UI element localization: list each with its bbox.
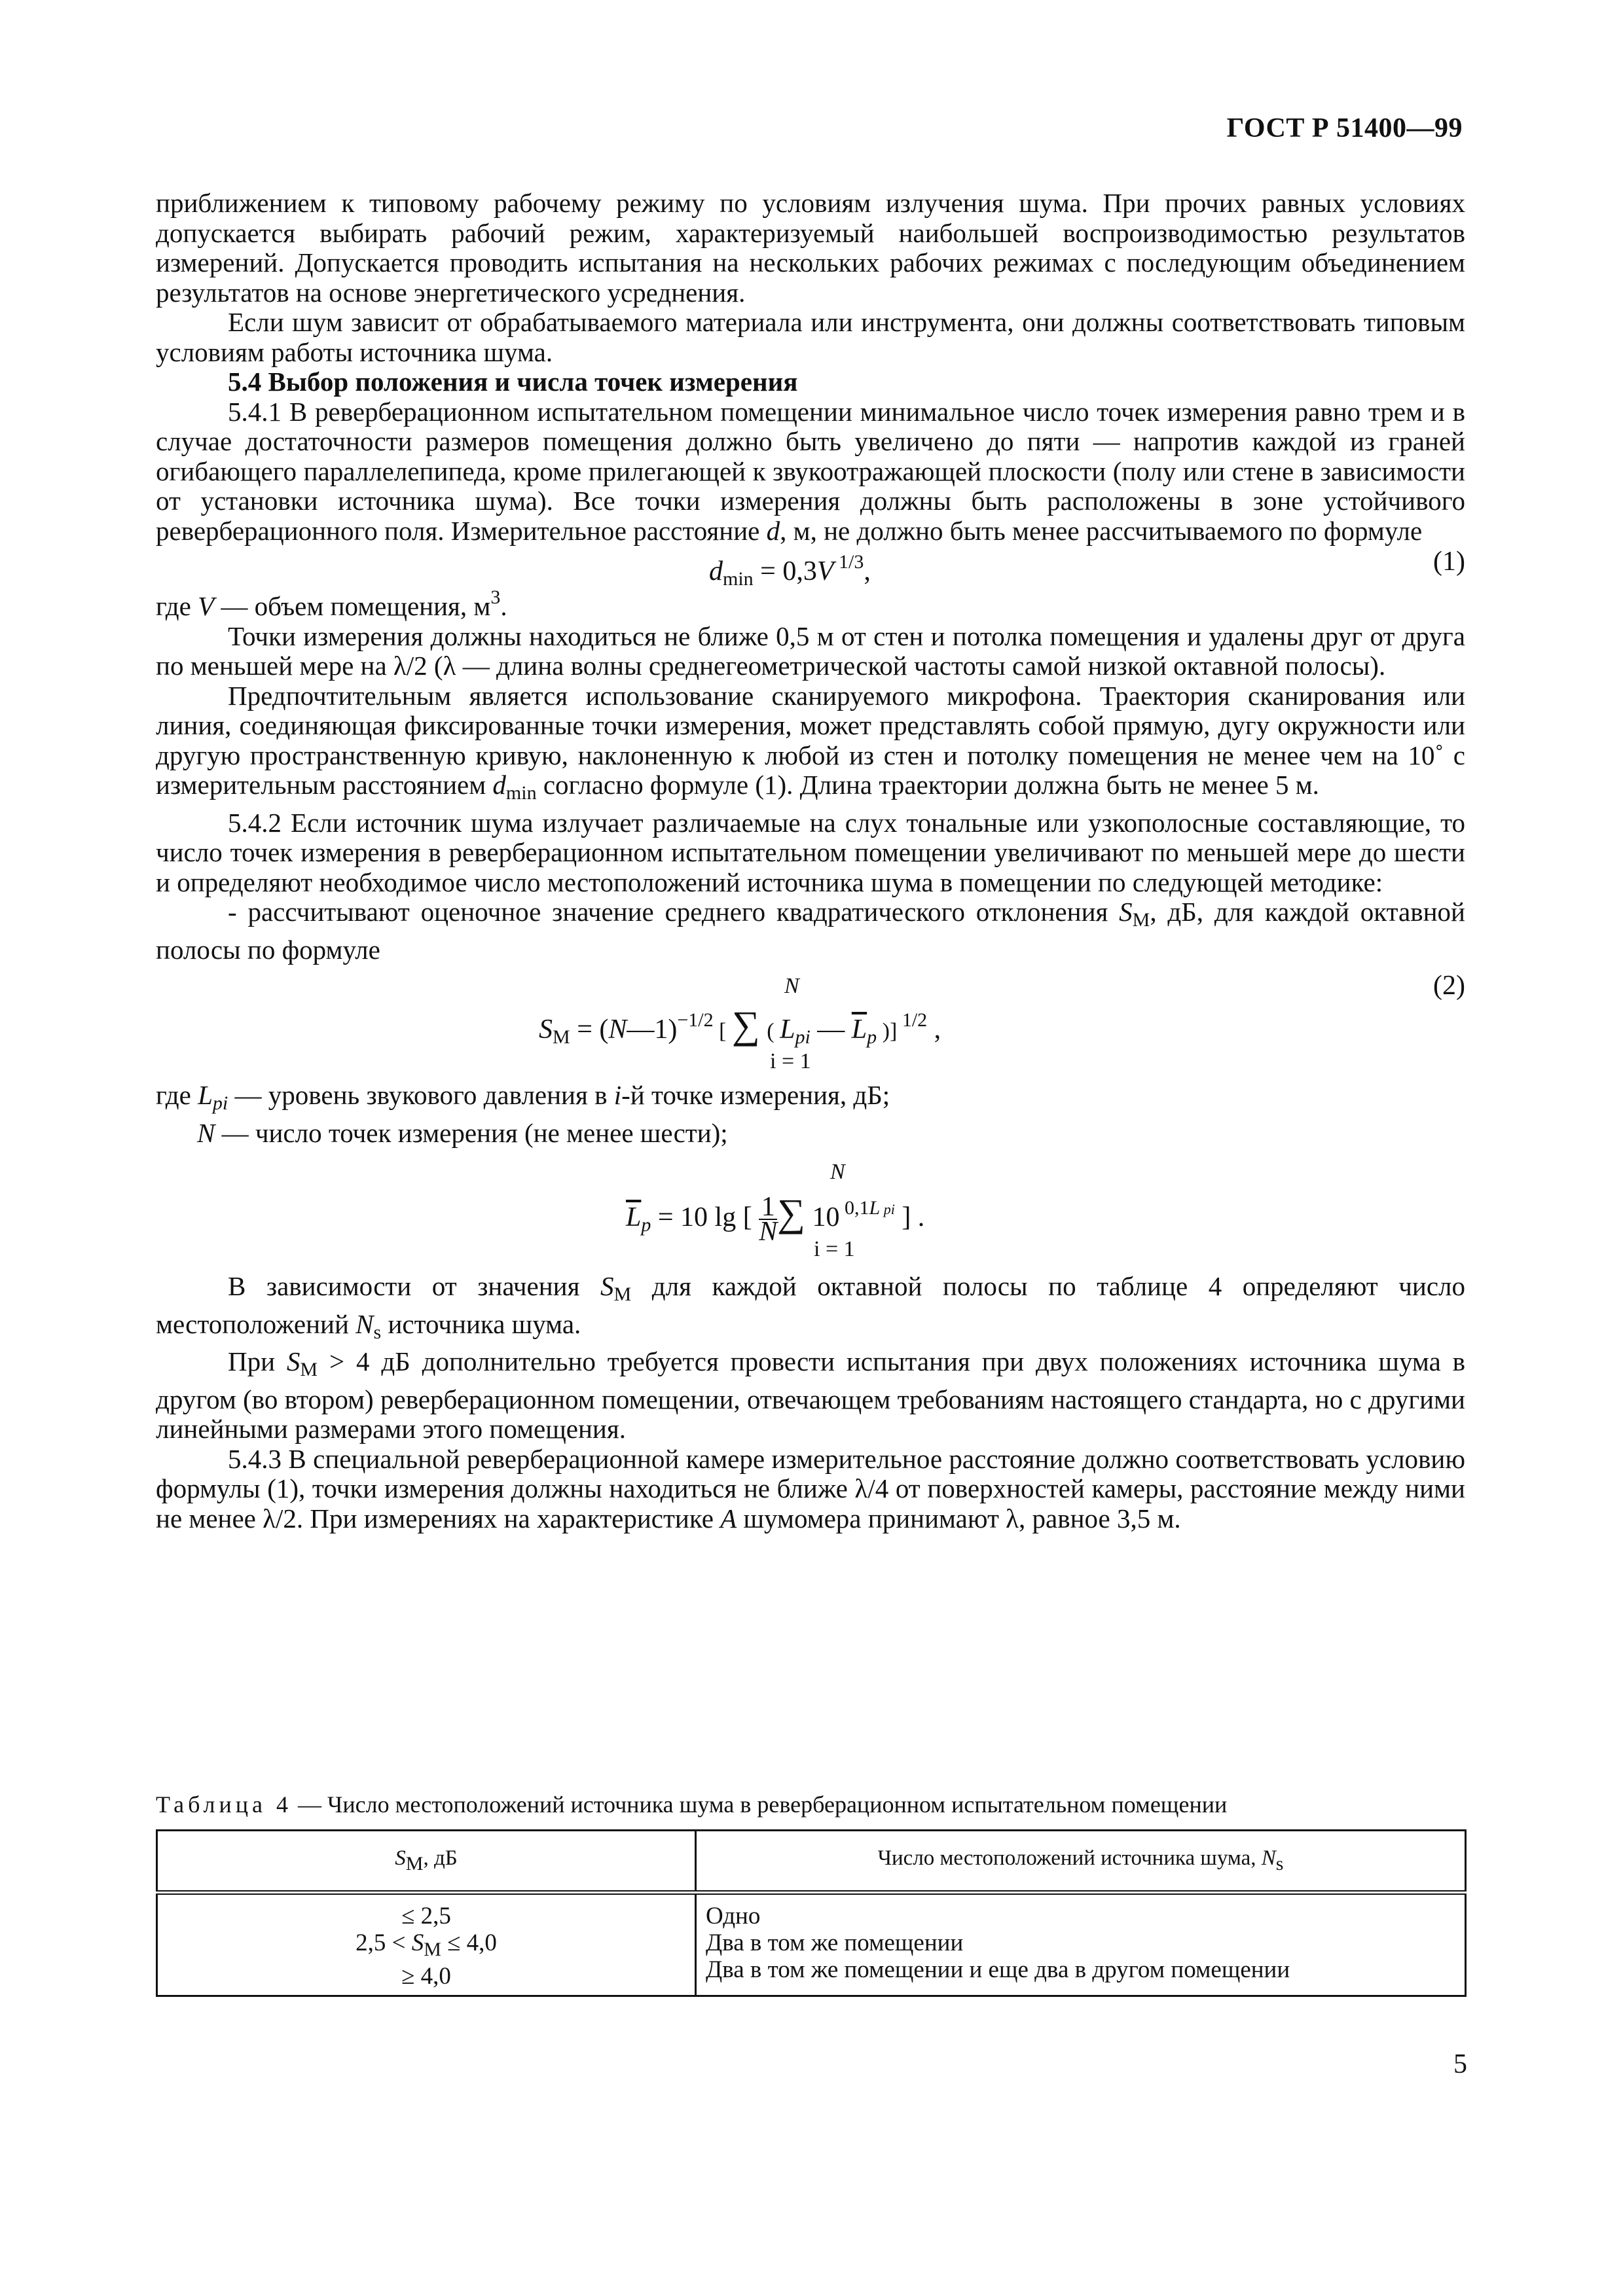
where-clause: где $L_{pi}$ — уровень звукового давления в i-й точке измерения, дБ; [156, 1080, 890, 1114]
paragraph: При $S_M > 4$ дБ дополнительно требуется провести испытания при двух положениях источника шума в другом (во втором) реверберационном помещении, отвечающем требованиям настоящего стандарта, но с другими линейными размерами этого помещения. [156, 1346, 1465, 1444]
column-header-ns: Число местоположений источника шума, Ns [696, 1831, 1466, 1893]
document-header: ГОСТ Р 51400—99 [1226, 113, 1463, 143]
sigma-lower-limit: i = 1 [814, 1237, 855, 1261]
formula-1-expression: $d_{min} = 0,3V$ $^{1/3}$, [709, 551, 871, 590]
formula-2 [156, 971, 1465, 1073]
paragraph: Точки измерения должны находиться не ближе 0,5 м от стен и потолка помещения и удалены друг от друга по меньшей мере на λ/2 (λ — длина волны среднегеометрической частоты самой низкой октавной полосы). [156, 620, 1465, 681]
table-cell-sm-values: ≤ 2,5 $2,5 < S_M \le 4,0$ ≥ 4,0 [157, 1893, 696, 1996]
paragraph: приближением к типовому рабочему режиму по условиям излучения шума. При прочих равных условиях допускается выбирать рабочий режим, характеризуемый наибольшей воспроизводимостью результатов измерений. Допускается проводить испытания на нескольких рабочих режимах с последующим объединением результатов на основе энергетического усреднения. [156, 188, 1465, 308]
paragraph-5-4-1: 5.4.1 В реверберационном испытательном помещении минимальное число точек измерения равно трем и в случае достаточности размеров помещения должно быть увеличено до пяти — напротив каждой из граней огибающего параллелепипеда, кроме прилегающей к звукоотражающей плоскости (полу или стене в зависимости от установки источника шума). Все точки измерения должны быть расположены в зоне устойчивого реверберационного поля. Измерительное расстояние d, м, не должно быть менее рассчитываемого по формуле [156, 396, 1465, 546]
formula-2-expression: $S_M$ = (N—1)$^{-1/2}$ [ ∑ ( $L_{pi}$ — $\overline{L}_p$ )] $^{1/2}$ , [539, 1003, 941, 1048]
where-clause: N — число точек измерения (не менее шести); [197, 1117, 728, 1148]
body-text [156, 188, 1465, 1534]
table-row [157, 1893, 1466, 1996]
formula-3 [156, 1157, 1465, 1259]
table-header-row [157, 1831, 1466, 1893]
sigma-lower-limit: i = 1 [770, 1049, 811, 1073]
formula-3-expression: $\overline{L}_p = 10$ lg [ $\frac{1}{N}$ ∑ 10 $^{0,1L}$ $^{pi}$ ] . [626, 1191, 925, 1247]
table-4 [156, 1829, 1467, 1997]
formula-number: (2) [1433, 971, 1465, 1001]
table-caption: Таблица 4 — Число местоположений источника шума в реверберационном испытательном помещении [156, 1791, 1228, 1818]
sigma-upper-limit: N [784, 974, 799, 998]
paragraph: В зависимости от значения $S_M$ для каждой октавной полосы по таблице 4 определяют число местоположений $N_s$ источника шума. [156, 1271, 1465, 1343]
sigma-upper-limit: N [830, 1160, 845, 1184]
page-number: 5 [1453, 2049, 1467, 2079]
fraction: $\frac{1}{N}$ [759, 1192, 778, 1247]
paragraph-5-4-2: 5.4.2 Если источник шума излучает различаемые на слух тональные или узкополосные составляющие, то число точек измерения в реверберационном испытательном помещении увеличивают по меньшей мере до шести и определяют необходимое число местоположений источника шума в помещении по следующей методике: [156, 807, 1465, 897]
paragraph-5-4-3: 5.4.3 В специальной реверберационной камере измерительное расстояние должно соответствовать условию формулы (1), точки измерения должны находиться не ближе λ/4 от поверхностей камеры, расстояние между ними не менее λ/2. При измерениях на характеристике A шумомера принимают λ, равное 3,5 м. [156, 1443, 1465, 1534]
paragraph: - рассчитывают оценочное значение среднего квадратического отклонения $S_M$, дБ, для каждой октавной полосы по формуле [156, 897, 1465, 965]
formula-1 [156, 547, 1465, 590]
section-heading: 5.4 Выбор положения и числа точек измерения [228, 367, 798, 397]
formula-number: (1) [1433, 547, 1465, 577]
table-cell-ns-values: Одно Два в том же помещении Два в том же помещении и еще два в другом помещении [696, 1893, 1466, 1996]
paragraph: Предпочтительным является использование сканируемого микрофона. Траектория сканирования или линия, соединяющая фиксированные точки измерения, может представлять собой прямую, дугу окружности или другую пространственную кривую, наклоненную к любой из стен и потолку помещения не менее чем на 10˚ с измерительным расстоянием $d_{min}$ согласно формуле (1). Длина траектории должна быть не менее 5 м. [156, 680, 1465, 804]
column-header-sm: SM, дБ [157, 1831, 696, 1893]
paragraph: Если шум зависит от обрабатываемого материала или инструмента, они должны соответствовать типовым условиям работы источника шума. [156, 307, 1465, 367]
where-clause: где V — объем помещения, $м^3$. [156, 586, 507, 621]
